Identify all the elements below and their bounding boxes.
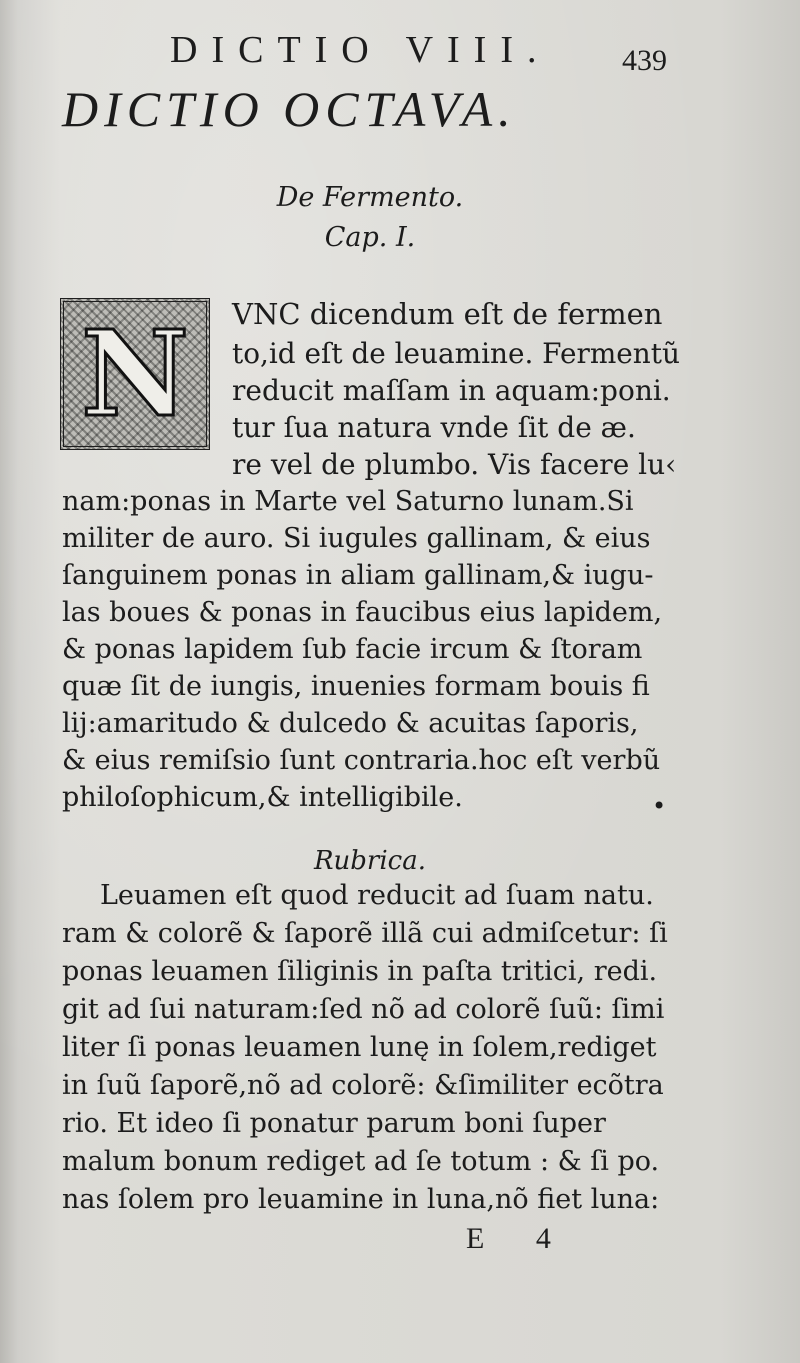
chapter-line: quæ ſit de iungis, inuenies formam bouis fi xyxy=(62,671,650,702)
rubric-line: ponas leuamen ſiliginis in paſta tritici, redi. xyxy=(62,956,658,987)
chapter-line: philoſophicum,& intelligibile. xyxy=(62,782,463,813)
section-title: De Fermento. xyxy=(276,182,464,213)
chapter-line: nam:ponas in Marte vel Saturno lunam.Si xyxy=(62,486,634,517)
rubric-line: malum bonum rediget ad ſe totum : & ſi po. xyxy=(62,1146,660,1177)
chapter-line: to,id eſt de leuamine. Fermentũ xyxy=(232,337,680,370)
rubric-line: Leuamen eſt quod reducit ad ſuam natu. xyxy=(100,880,654,911)
page-number: 439 xyxy=(622,44,667,77)
page-title: DICTIO OCTAVA. xyxy=(62,81,517,137)
rubric-line: rio. Et ideo ſi ponatur parum boni ſuper xyxy=(62,1108,606,1139)
rubric-line: liter ſi ponas leuamen lunę in ſolem,rediget xyxy=(62,1032,657,1063)
chapter-line: & ponas lapidem ſub facie ircum & ſtoram xyxy=(62,634,643,665)
chapter-line: VNC dicendum eſt de fermen xyxy=(232,297,663,331)
chapter-line: ſanguinem ponas in aliam gallinam,& iugu- xyxy=(62,560,654,591)
chapter-line: re vel de plumbo. Vis facere lu‹ xyxy=(232,448,677,481)
chapter-line: & eius remiſsio ſunt contraria.hoc eſt verbũ xyxy=(62,745,661,776)
signature-mark: E 4 xyxy=(466,1222,573,1255)
chapter-line: reducit maſſam in aquam:poni. xyxy=(232,374,671,407)
chapter-heading: Cap. I. xyxy=(324,222,416,253)
running-head: DICTIO VIII. xyxy=(170,29,551,71)
chapter-line: lij:amaritudo & dulcedo & acuitas ſaporis, xyxy=(62,708,639,739)
chapter-line: militer de auro. Si iugules gallinam, & eius xyxy=(62,523,651,554)
chapter-line: tur ſua natura vnde ſit de æ. xyxy=(232,411,636,444)
bullet-mark: • xyxy=(652,792,667,820)
initial-letter: N xyxy=(81,304,189,443)
decorated-initial xyxy=(60,298,210,450)
rubric-line: nas ſolem pro leuamine in luna,nõ fiet luna: xyxy=(62,1184,660,1215)
rubric-line: ram & colorẽ & ſaporẽ illã cui admiſcetur: ſi xyxy=(62,918,668,949)
chapter-line: las boues & ponas in faucibus eius lapidem, xyxy=(62,597,663,628)
rubric-line: in ſuũ ſaporẽ,nõ ad colorẽ: &ſimiliter ecõtra xyxy=(62,1070,664,1101)
rubric-heading: Rubrica. xyxy=(313,846,427,876)
rubric-line: git ad ſui naturam:ſed nõ ad colorẽ ſuũ: ſimi xyxy=(62,994,665,1025)
